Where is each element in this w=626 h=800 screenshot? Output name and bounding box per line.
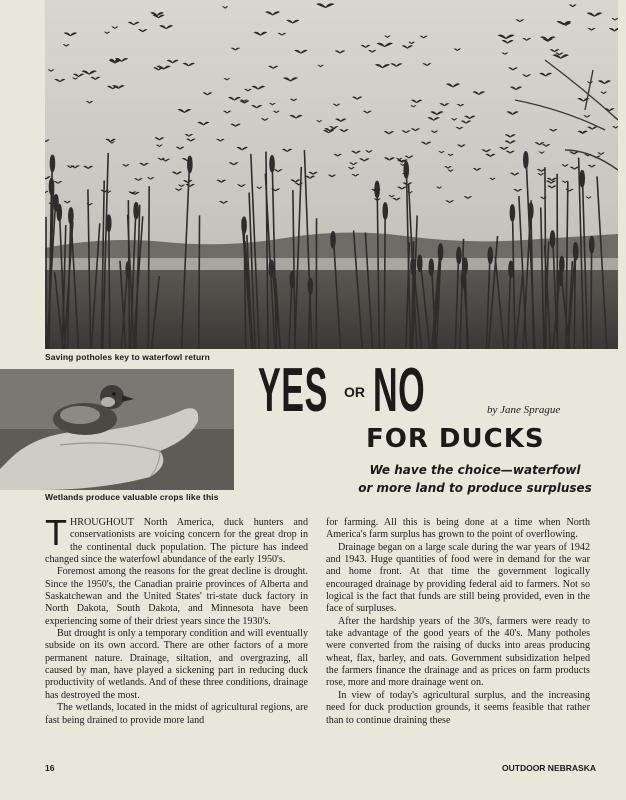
cattail-head — [429, 259, 433, 275]
subtitle-line-2: or more land to produce surpluses — [358, 481, 592, 495]
cattail-head — [50, 155, 54, 171]
photo-duckling-in-hand — [0, 369, 234, 490]
reed-stalk — [591, 237, 592, 349]
article-column-left — [45, 512, 308, 727]
paragraph-text: HROUGHOUT North America, duck hunters and conservationists are voicing concern for the great drop in the continental duck population. The picture has indeed changed since the waterfowl abundance of the early 1950's. — [45, 517, 308, 566]
paragraph: Foremost among the reasons for the great decline is drought. Since the 1950's, the Canadian prairie provinces of Alberta and Saskatchewan and the United States' tri-state duck factory in North Dakota, South Dakota, and Minnesota have been experiencing some of their driest years since the 1930's. — [45, 566, 308, 627]
title-yes: YES — [258, 356, 328, 425]
cattail-head — [270, 156, 274, 172]
cattail-head — [488, 247, 492, 263]
cattail-head — [574, 243, 578, 259]
cattail-head — [580, 171, 584, 187]
byline: by Jane Sprague — [487, 404, 561, 416]
paragraph: The wetlands, located in the midst of agricultural regions, are fast being drained to provide more land — [45, 702, 308, 726]
cattail-head — [418, 255, 422, 271]
cattail-head — [560, 256, 564, 272]
cattail-head — [331, 232, 335, 248]
reed-stalk — [148, 186, 149, 349]
cattail-head — [242, 217, 246, 233]
reed-stalk — [199, 215, 200, 349]
cattail-head — [107, 215, 111, 231]
subtitle — [330, 461, 620, 497]
cattail-head — [510, 205, 514, 221]
photo-left-caption: Wetlands produce valuable crops like this — [45, 492, 219, 502]
paragraph — [45, 512, 308, 566]
page-number: 16 — [45, 763, 55, 773]
cattail-head — [57, 205, 61, 221]
cattail-head — [524, 152, 528, 168]
cattail-head — [126, 262, 130, 278]
article-column-right — [326, 517, 590, 727]
photo-top-caption: Saving potholes key to waterfowl return — [45, 352, 210, 362]
cattail-head — [457, 248, 461, 264]
cattail-head — [134, 203, 138, 219]
title-or: OR — [344, 384, 365, 400]
cattail-head — [551, 231, 555, 247]
paragraph: But drought is only a temporary condition and will eventually subside on its own accord. There are other factors of a more permanent nature. Drainage, siltation, and overgrazing, all caused by man, have played a sickening part in reducing duck productivity of wetlands. And of these three conditions, drainage has destroyed the most. — [45, 628, 308, 701]
cattail-head — [69, 208, 73, 224]
cattail-head — [383, 203, 387, 219]
title-for-ducks: FOR DUCKS — [366, 424, 545, 454]
photo-flock-of-ducks — [45, 0, 618, 349]
paragraph: In view of today's agricultural surplus, and the increasing need for duck production grounds, it seems feasible that rather than to continue draining these — [326, 689, 590, 726]
cattail-head — [590, 237, 594, 253]
title-no: NO — [373, 356, 426, 425]
paragraph: for farming. All this is being done at a time when North America's farm surplus has grown to the point of overflowing. — [326, 517, 590, 541]
reed-stalk — [384, 203, 385, 349]
magazine-name: OUTDOOR NEBRASKA — [502, 763, 596, 773]
cattail-head — [308, 278, 312, 294]
paragraph: Drainage began on a large scale during the war years of 1942 and 1943. Huge quantities of food were in demand for the war and home front. At that time the government logically encouraged drainage by providing federal aid to farmers. Not so logical is the fact that funds are still being provided, even in the face of surpluses. — [326, 541, 590, 615]
reed-stalk — [109, 215, 110, 349]
cattail-head — [463, 258, 467, 274]
paragraph: After the hardship years of the 30's, farmers were ready to take advantage of the good years of the 40's. Many potholes were converted from the raising of ducks into areas producing wheat, flax, barley, and oats. Government subsidization helped the farmers finance the drainage and as prices on farm products rose, more and more drainage went on. — [326, 615, 590, 689]
cattail-head — [290, 272, 294, 288]
subtitle-line-1: We have the choice—waterfowl — [369, 463, 581, 477]
drop-cap: T — [45, 512, 67, 553]
cattail-head — [509, 261, 513, 277]
